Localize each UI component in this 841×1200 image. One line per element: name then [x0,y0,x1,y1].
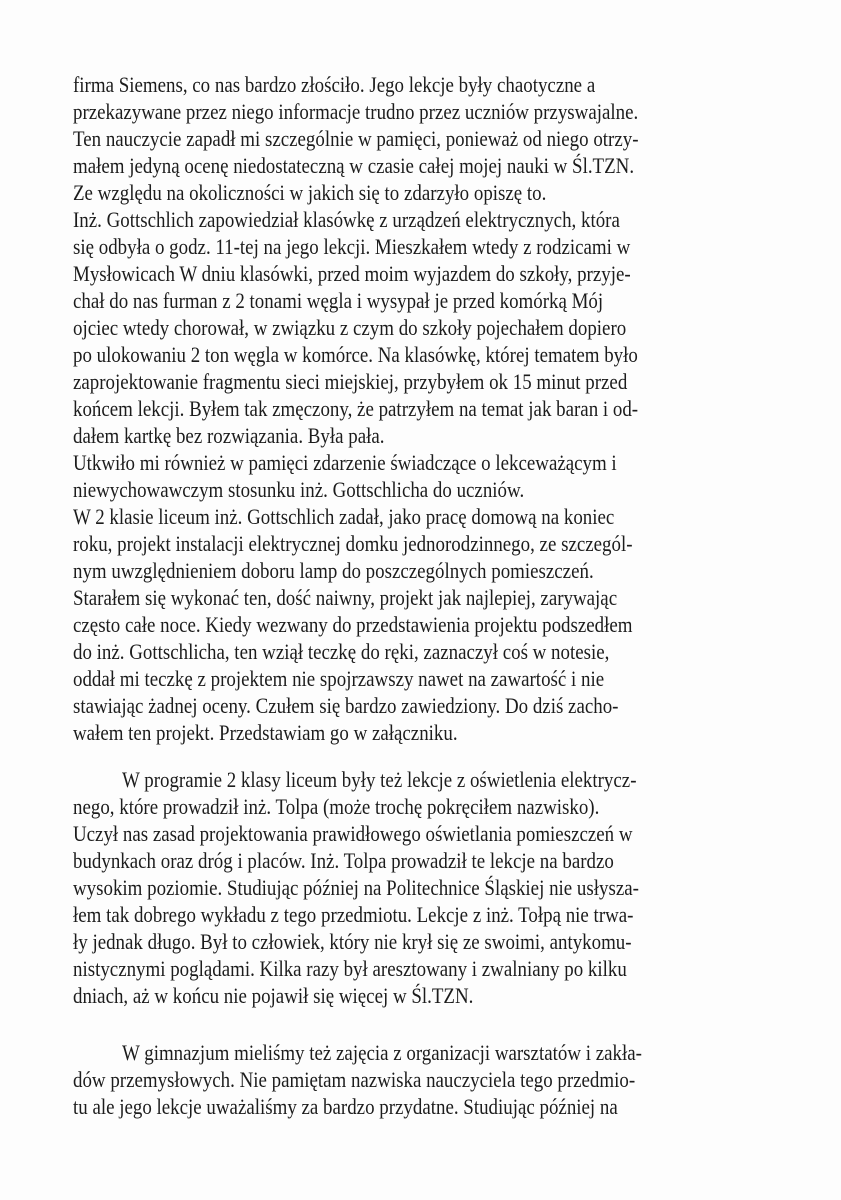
text-line: często całe noce. Kiedy wezwany do przedstawienia projektu podszedłem [73,612,633,637]
text-line: Mysłowicach W dniu klasówki, przed moim wyjazdem do szkoły, przyje- [73,261,631,286]
text-line: do inż. Gottschlicha, ten wziął teczkę do ręki, zaznaczył coś w notesie, [73,639,610,664]
text-line: Starałem się wykonać ten, dość naiwny, projekt jak najlepiej, zarywając [73,585,618,610]
text-line: niewychowawczym stosunku inż. Gottschlicha do uczniów. [73,477,525,502]
text-line: stawiając żadnej oceny. Czułem się bardzo zawiedziony. Do dziś zacho- [73,693,619,718]
text-line: łem tak dobrego wykładu z tego przedmiotu. Lekcje z inż. Tołpą nie trwa- [73,902,634,927]
text-line: roku, projekt instalacji elektrycznej domku jednorodzinnego, ze szczegól- [73,531,633,556]
text-line: dałem kartkę bez rozwiązania. Była pała. [73,423,385,448]
text-line: W gimnazjum mieliśmy też zajęcia z organizacji warsztatów i zakła- [122,1040,642,1065]
text-line: Ten nauczycie zapadł mi szczególnie w pamięci, ponieważ od niego otrzy- [73,126,639,151]
text-line: końcem lekcji. Byłem tak zmęczony, że patrzyłem na temat jak baran i od- [73,396,639,421]
text-line: się odbyła o godz. 11-tej na jego lekcji. Mieszkałem wtedy z rodzicami w [73,234,631,259]
text-line: oddał mi teczkę z projektem nie spojrzawszy nawet na zawartość i nie [73,666,605,691]
text-line: ojciec wtedy chorował, w związku z czym do szkoły pojechałem dopiero [73,315,627,340]
text-line: Uczył nas zasad projektowania prawidłowego oświetlania pomieszczeń w [73,821,633,846]
text-line: chał do nas furman z 2 tonami węgla i wysypał je przed komórką Mój [73,288,604,313]
text-line: zaprojektowanie fragmentu sieci miejskiej, przybyłem ok 15 minut przed [73,369,628,394]
text-line: małem jedyną ocenę niedostateczną w czasie całej mojej nauki w Śl.TZN. [73,153,635,178]
text-line: budynkach oraz dróg i placów. Inż. Tolpa prowadził te lekcje na bardzo [73,848,614,873]
text-line: Ze względu na okoliczności w jakich się to zdarzyło opiszę to. [73,180,547,205]
text-line: nym uwzględnieniem doboru lamp do poszczególnych pomieszczeń. [73,558,594,583]
text-line: przekazywane przez niego informacje trudno przez uczniów przyswajalne. [73,99,639,124]
text-line: firma Siemens, co nas bardzo złościło. Jego lekcje były chaotyczne a [73,72,596,97]
text-line: wysokim poziomie. Studiując później na Politechnice Śląskiej nie usłysza- [73,875,639,900]
text-line: wałem ten projekt. Przedstawiam go w załączniku. [73,720,458,745]
text-line: tu ale jego lekcje uważaliśmy za bardzo przydatne. Studiując później na [73,1094,618,1119]
text-line: po ulokowaniu 2 ton węgla w komórce. Na klasówkę, której tematem było [73,342,638,367]
text-line: W 2 klasie liceum inż. Gottschlich zadał, jako pracę domową na koniec [73,504,615,529]
text-line: Utkwiło mi również w pamięci zdarzenie świadczące o lekceważącym i [73,450,617,475]
text-line: ły jednak długo. Był to człowiek, który nie krył się ze swoimi, antykomu- [73,929,632,954]
text-line: Inż. Gottschlich zapowiedział klasówkę z urządzeń elektrycznych, która [73,207,620,232]
text-line: dów przemysłowych. Nie pamiętam nazwiska nauczyciela tego przedmio- [73,1067,636,1092]
text-line: dniach, aż w końcu nie pojawił się więcej w Śl.TZN. [73,983,474,1008]
text-line: nego, które prowadził inż. Tolpa (może trochę pokręciłem nazwisko). [73,794,600,819]
text-line: W programie 2 klasy liceum były też lekcje z oświetlenia elektrycz- [122,767,637,792]
text-line: nistycznymi poglądami. Kilka razy był aresztowany i zwalniany po kilku [73,956,627,981]
